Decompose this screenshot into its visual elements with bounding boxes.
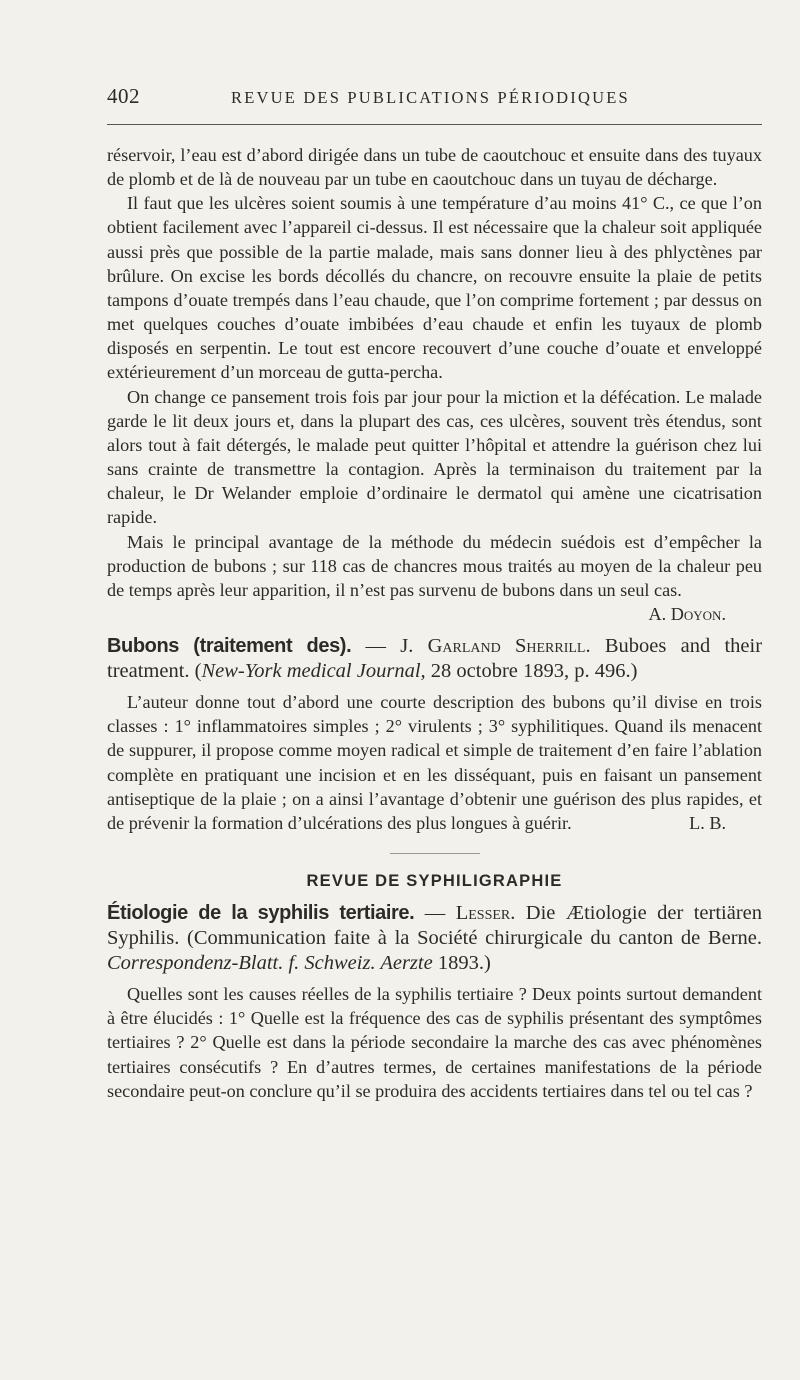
article-heading-syphilis — [107, 901, 762, 976]
running-title: REVUE DES PUBLICATIONS PÉRIODIQUES — [231, 88, 630, 107]
paragraph-with-signature — [107, 530, 762, 624]
section-title: REVUE DE SYPHILIGRAPHIE — [306, 872, 563, 891]
page — [107, 84, 763, 1101]
section-divider — [390, 853, 480, 854]
paragraph: On change ce pansement trois fois par jour pour la miction et la défécation. Le malade garde le lit deux jours et, dans la plupart des cas, ces ulcères, souvent très étendus, sont alors tout à fait détergés, le malade peut quitter l’hôpital et attendre la guérison chez lui sans crainte de transmettre la contagion. Après la terminaison du traitement par la chaleur, le Dr Welander emploie d’ordinaire le dermatol qui amène une cicatrisation rapide. — [107, 386, 762, 528]
running-head — [107, 84, 762, 114]
paragraph: Il faut que les ulcères soient soumis à une température d’au moins 41° C., ce que l’on obtient facilement avec l’appareil ci-dessus. Il est nécessaire que la chaleur soit appliquée aussi près que possible de la partie malade, mais sans donner lieu à des phlyctènes par brûlure. On excise les bords décollés du chancre, on recouvre ensuite la plaie de petits tampons d’ouate trempés dans l’eau chaude, que l’on comprime fortement ; par dessus on met quelques couches d’ouate imbibées d’eau chaude et enfin les tuyaux de plomb disposés en serpentin. Le tout est encore recouvert d’une couche d’ouate et enveloppé extérieurement d’un morceau de gutta-percha. — [107, 193, 762, 383]
paragraph-text: Mais le principal avantage de la méthode du médecin suédois est d’empêcher la production de bubons ; sur 118 cas de chancres mous traités au moyen de la chaleur peu de temps après leur apparition, il n’est pas survenu de bubons dans un seul cas. — [107, 531, 762, 600]
citation: 28 octobre 1893, p. 496.) — [425, 660, 638, 683]
paragraph-continued: réservoir, l’eau est d’abord dirigée dans un tube de caoutchouc et ensuite dans des tuyaux de plomb et de là de nouveau par un tube en caoutchouc dans un tuyau de décharge. — [107, 145, 762, 190]
original-title: Buboes and their treatment. ( — [107, 635, 763, 683]
article-body: Quelles sont les causes réelles de la syphilis tertiaire ? Deux points surtout demandent à être élucidés : 1° Quelle est la fréquence des cas de syphilis présentant des symptômes tertiaires ? 2° Quelle est dans la période secondaire la marche des cas avec phénomènes tertiaires consécutifs ? En d’autres termes, de certaines manifestations de la période secondaire peut-on conclure qu’il se produira des accidents tertiaires dans tel ou tel cas ? — [107, 984, 762, 1101]
header-rule — [107, 124, 762, 125]
body-text — [107, 143, 762, 1103]
citation: 1893.) — [432, 952, 491, 975]
article-heading-bubons — [107, 634, 762, 684]
signature: A. Doyon. — [648, 603, 726, 624]
journal-name: New-York medical Journal, — [201, 660, 426, 683]
original-title: Die Ætiologie der tertiären Syphilis. (Communication faite à la Société chirurgicale du canton de Berne. — [107, 902, 763, 950]
signature: L. B. — [689, 812, 726, 833]
title-dash: — — [414, 902, 456, 925]
article-body-with-signature — [107, 690, 762, 835]
article-body: L’auteur donne tout d’abord une courte description des bubons qu’il divise en trois classes : 1° inflammatoires simples ; 2° virulents ; 3° syphilitiques. Quand ils menacent de suppurer, il propose comme moyen radical et simple de traitement d’en faire l’ablation complète en pratiquant une incision et en les disséquant, puis en faisant un pansement antiseptique de la plaie ; on a ainsi l’avantage d’obtenir une guérison des plus rapides, et de prévenir la formation d’ulcérations des plus longues à guérir. — [107, 692, 762, 833]
title-dash: — — [351, 635, 401, 658]
article-title: Bubons (traitement des). — [107, 635, 352, 658]
article-author: J. Garland Sherrill. — [400, 635, 591, 658]
journal-name: Correspondenz-Blatt. f. Schweiz. Aerzte — [107, 952, 433, 975]
article-title: Étiologie de la syphilis tertiaire. — [107, 902, 415, 925]
page-number: 402 — [107, 84, 140, 108]
article-author: Lesser. — [455, 902, 516, 925]
